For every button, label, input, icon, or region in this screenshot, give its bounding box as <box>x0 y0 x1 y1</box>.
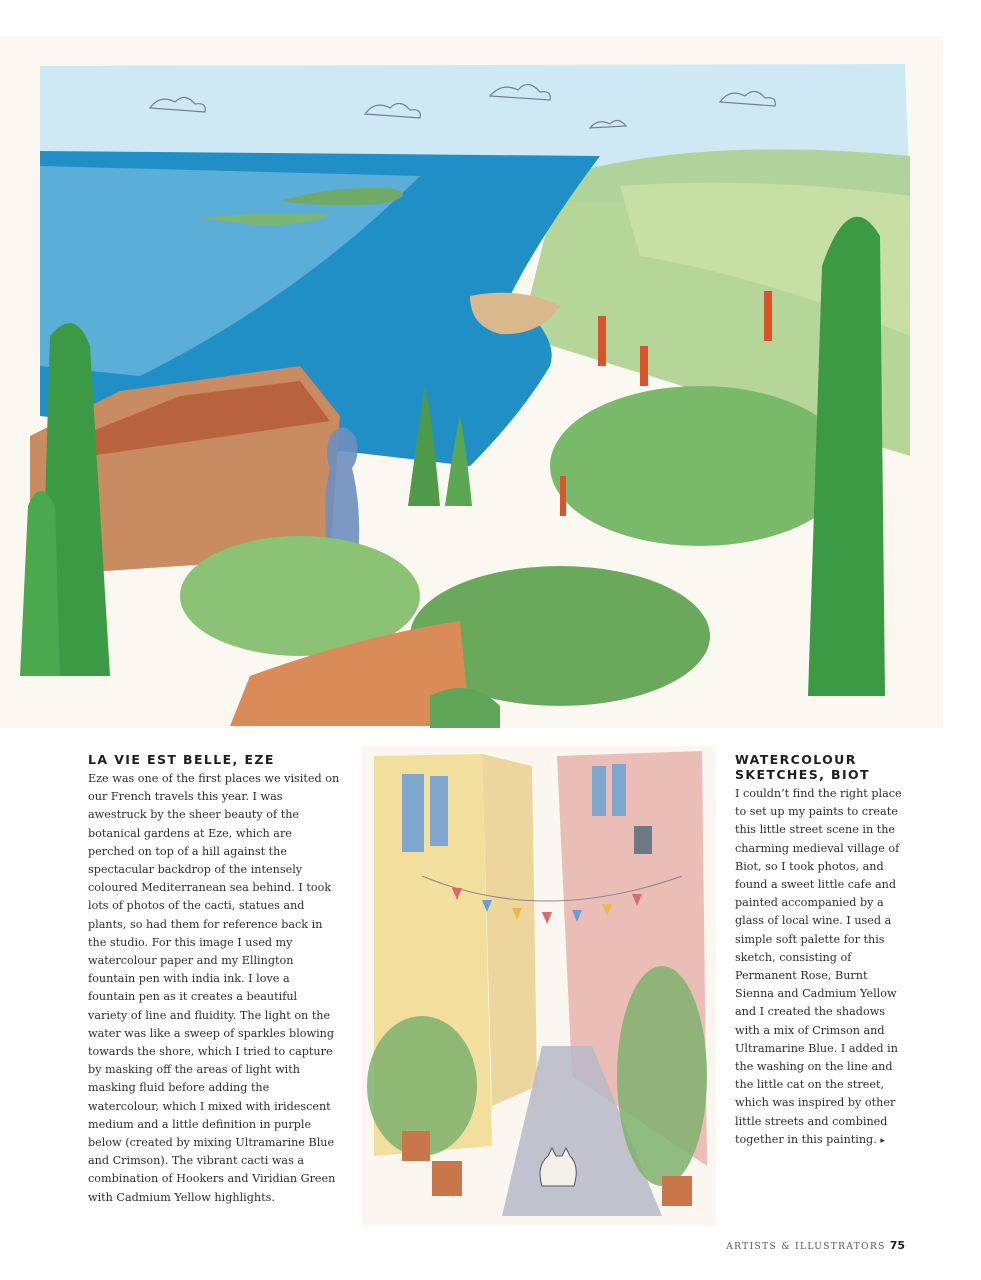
article-biot <box>735 752 903 1150</box>
biot-street-sketch <box>362 746 716 1226</box>
eze-illustration <box>0 36 943 728</box>
eze-heading: LA VIE EST BELLE, EZE <box>88 752 275 767</box>
eze-body-text: Eze was one of the first places we visited on our French travels this year. I was awestruck by the sheer beauty of the botanical gardens at Eze, which are perched on top of a hill against the spectacular backdrop of the intensely coloured Mediterranean sea behind. I took lots of photos of the cacti, statues and plants, so had them for reference back in the studio. For this image I used my watercolour paper and my Ellington fountain pen with india ink. I love a fountain pen as it creates a beautiful variety of line and fluidity. The light on the water was like a sweep of sparkles blowing towards the shore, which I tried to capture by masking off the areas of light with masking fluid before adding the watercolour, which I mixed with iridescent medium and a little definition in purple below (created by mixing Ultramarine Blue and Crimson). The vibrant cacti was a combination of Hookers and Viridian Green with Cadmium Yellow highlights. <box>88 772 340 1204</box>
agave-plant <box>550 386 850 546</box>
page-number: 75 <box>889 1239 905 1252</box>
plants-right <box>617 966 707 1186</box>
article-eze <box>88 752 340 1207</box>
end-mark-icon: ▸ <box>880 1135 885 1146</box>
biot-heading: WATERCOLOUR SKETCHES, BIOT <box>735 752 870 782</box>
page-footer <box>726 1239 905 1252</box>
magazine-name: ARTISTS & ILLUSTRATORS <box>726 1242 886 1252</box>
eze-painting <box>0 36 943 728</box>
biot-body: I couldn’t find the right place to set up my paints to create this little street scene in the charming medieval village of Biot, so I took photos, and found a sweet little cafe and painted accompanied by a glass of local wine. I used a simple soft palette for this sketch, consisting of Permanent Rose, Burnt Sienna and Cadmium Yellow and I created the shadows with a mix of Crimson and Ultramarine Blue. I added in the washing on the line and the little cat on the street, which was inspired by other little streets and combined together in this painting. <box>735 787 902 1146</box>
street-lamp <box>634 826 652 854</box>
biot-painting <box>362 746 716 1226</box>
biot-body-text <box>735 785 903 1150</box>
